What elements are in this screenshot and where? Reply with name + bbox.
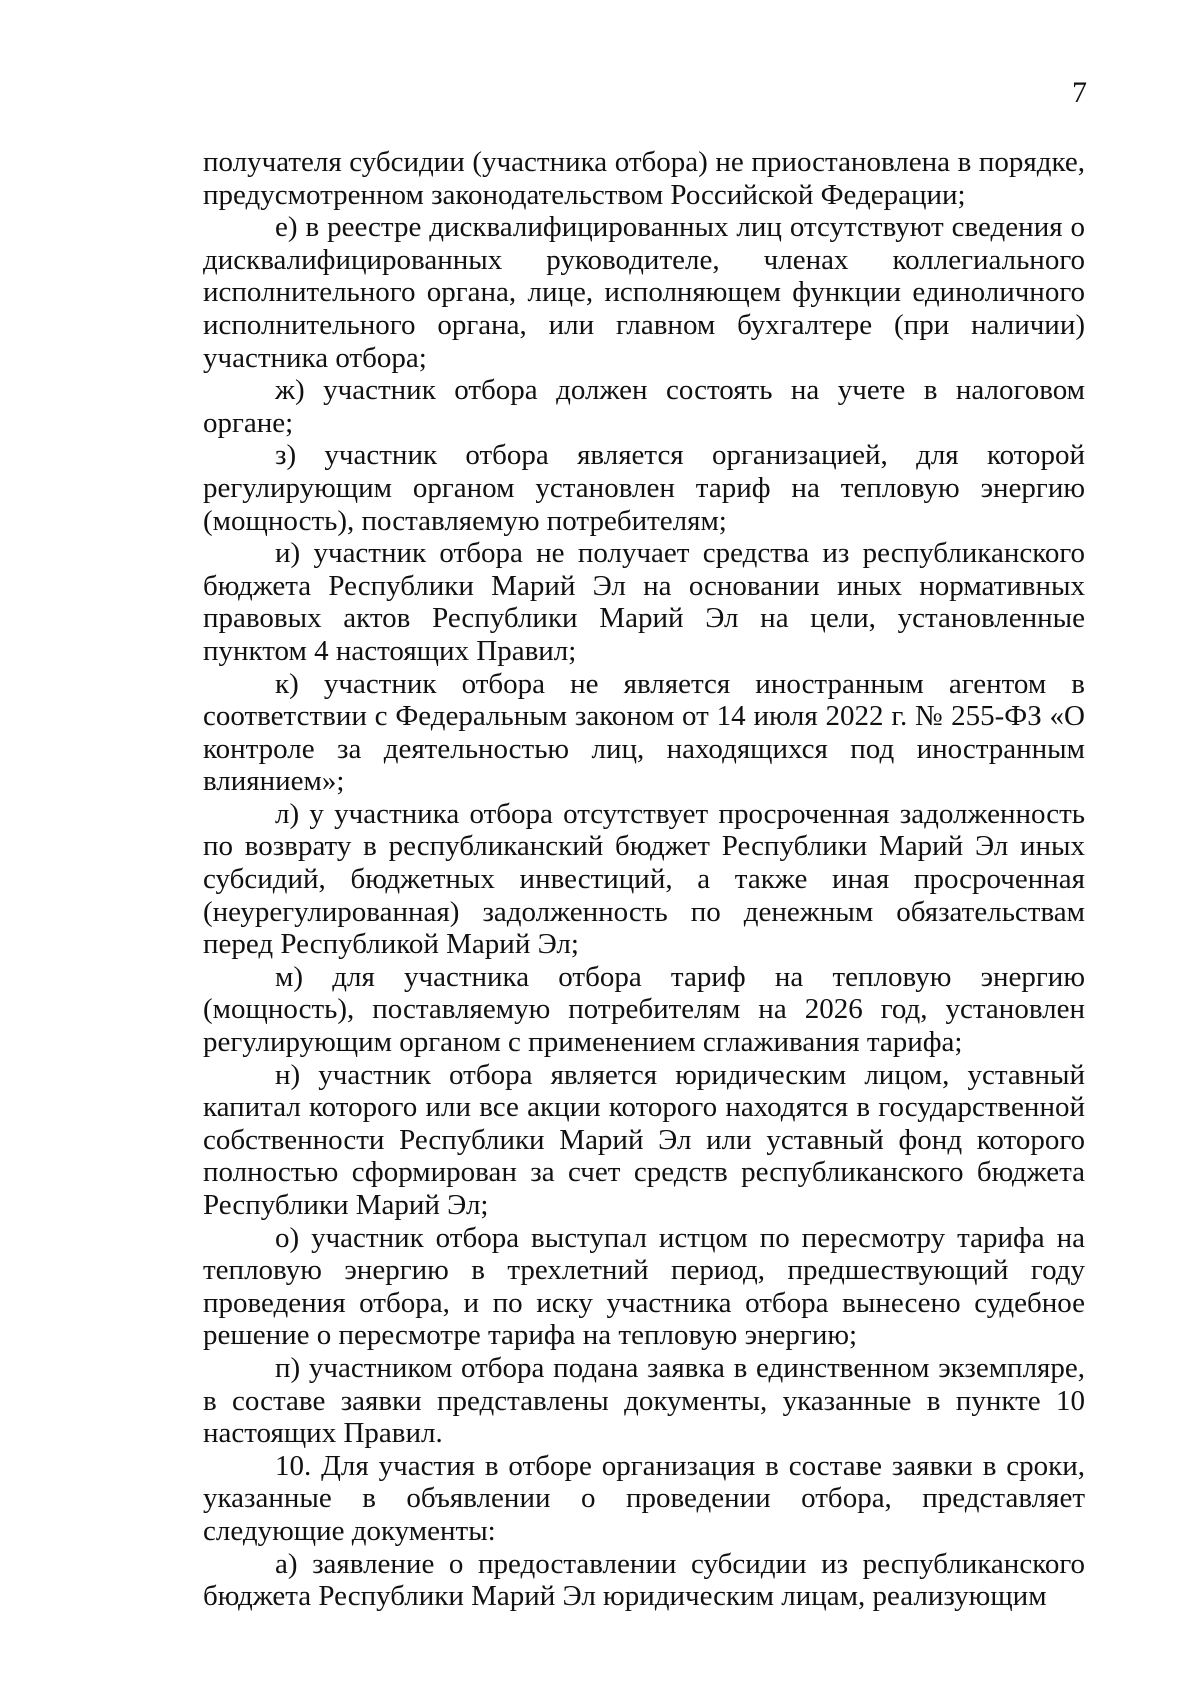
paragraph-item-a: а) заявление о предоставлении субсидии из республиканского бюджета Республики Марий Эл юридическим лицам, реализующим (203, 1547, 1085, 1613)
paragraph-item-i: и) участник отбора не получает средства из республиканского бюджета Республики Марий Эл на основании иных нормативных правовых актов Республики Марий Эл на цели, установленные пунктом 4 настоящих Правил; (203, 537, 1085, 667)
paragraph-item-zh: ж) участник отбора должен состоять на учете в налоговом органе; (203, 374, 1085, 439)
paragraph-item-k: к) участник отбора не является иностранным агентом в соответствии с Федеральным законом от 14 июля 2022 г. № 255-ФЗ «О контроле за деятельностью лиц, находящихся под иностранным влиянием»; (203, 667, 1085, 798)
paragraph-item-n: н) участник отбора является юридическим лицом, уставный капитал которого или все акции которого находятся в государственной собственности Республики Марий Эл или уставный фонд которого полностью сформирован за счет средств республиканского бюджета Республики Марий Эл; (203, 1058, 1085, 1221)
paragraph-item-m: м) для участника отбора тариф на тепловую энергию (мощность), поставляемую потребителям на 2026 год, установлен регулирующим органом с применением сглаживания тарифа; (203, 960, 1085, 1059)
paragraph-continuation: получателя субсидии (участника отбора) не приостановлена в порядке, предусмотренном законодательством Российской Федерации; (203, 146, 1085, 211)
paragraph-item-p: п) участником отбора подана заявка в единственном экземпляре, в составе заявки представлены документы, указанные в пункте 10 настоящих Правил. (203, 1351, 1085, 1450)
paragraph-item-e: е) в реестре дисквалифицированных лиц отсутствуют сведения о дисквалифицированных руководителе, членах коллегиального исполнительного органа, лице, исполняющем функции единоличного исполнительного органа, или главном бухгалтере (при наличии) участника отбора; (203, 211, 1085, 374)
paragraph-item-l: л) у участника отбора отсутствует просроченная задолженность по возврату в республиканский бюджет Республики Марий Эл иных субсидий, бюджетных инвестиций, а также иная просроченная (неурегулированная) задолженность по денежным обязательствам перед Республикой Марий Эл; (203, 797, 1085, 961)
paragraph-item-z: з) участник отбора является организацией, для которой регулирующим органом установлен тариф на тепловую энергию (мощность), поставляемую потребителям; (203, 439, 1085, 537)
document-text (203, 146, 1085, 1613)
paragraph-item-o: о) участник отбора выступал истцом по пересмотру тарифа на тепловую энергию в трехлетний период, предшествующий году проведения отбора, и по иску участника отбора вынесено судебное решение о пересмотре тарифа на тепловую энергию; (203, 1221, 1085, 1352)
paragraph-section-10: 10. Для участия в отборе организация в составе заявки в сроки, указанные в объявлении о проведении отбора, представляет следующие документы: (203, 1449, 1085, 1547)
page-number: 7 (1072, 76, 1087, 109)
